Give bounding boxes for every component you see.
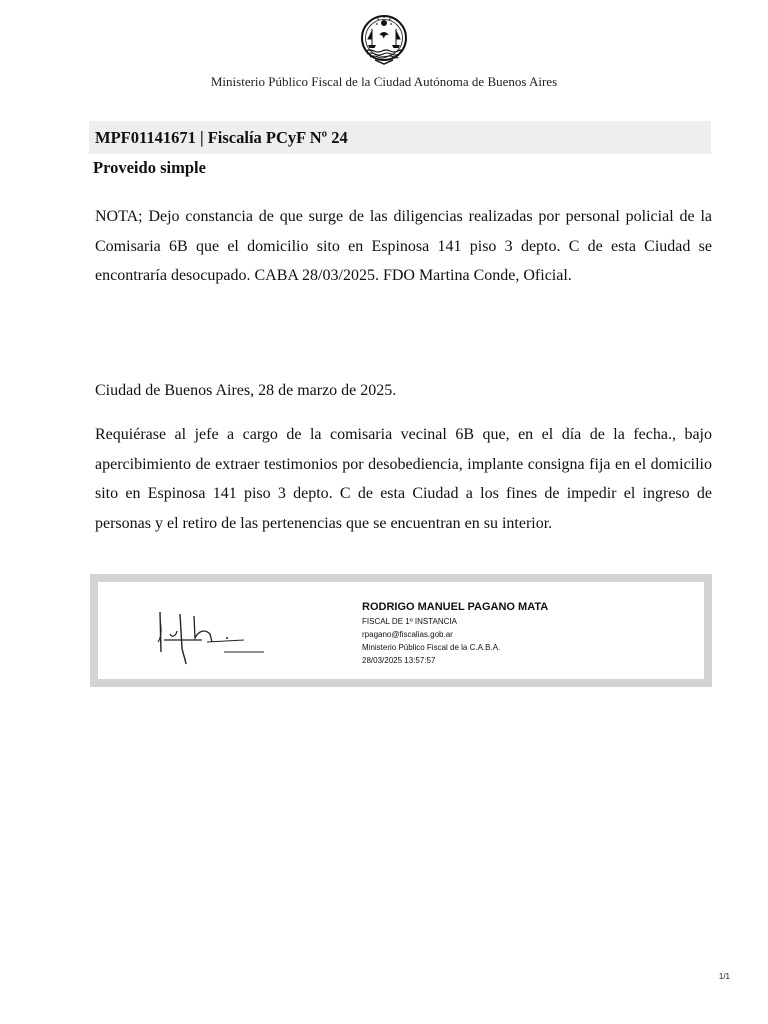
- signer-role: FISCAL DE 1º INSTANCIA: [362, 617, 457, 626]
- handwritten-signature: [114, 594, 289, 666]
- signature-datetime: 28/03/2025 13:57:57: [362, 656, 436, 665]
- signer-email: rpagano@fiscalias.gob.ar: [362, 630, 453, 639]
- signer-institution: Ministerio Público Fiscal de la C.A.B.A.: [362, 643, 501, 652]
- coat-of-arms-icon: [359, 13, 409, 67]
- signer-name: RODRIGO MANUEL PAGANO MATA: [362, 601, 549, 613]
- signer-info: [362, 599, 548, 667]
- order-paragraph: Requiérase al jefe a cargo de la comisaria vecinal 6B que, en el día de la fecha., bajo apercibimiento de extraer testimonios por desobediencia, implante consigna fija en el domicilio sito en Espinosa 141 piso 3 depto. C de esta Ciudad a los fines de impedir el ingreso de personas y el retiro de las pertenencias que se encuentran en su interior.: [95, 426, 712, 532]
- signature-panel: [98, 582, 704, 679]
- document-type: Proveido simple: [93, 158, 206, 177]
- organization-name: Ministerio Público Fiscal de la Ciudad Autónoma de Buenos Aires: [210, 74, 558, 89]
- page-number: 1/1: [718, 972, 730, 981]
- case-header-bar: [89, 121, 711, 154]
- date-paragraph: Ciudad de Buenos Aires, 28 de marzo de 2025.: [95, 382, 397, 399]
- note-paragraph: NOTA; Dejo constancia de que surge de las diligencias realizadas por personal policial de la Comisaria 6B que el domicilio sito en Espinosa 141 piso 3 depto. C de esta Ciudad se encontraría desocupado. CABA 28/03/2025. FDO Martina Conde, Oficial.: [95, 208, 712, 284]
- case-title: MPF01141671 | Fiscalía PCyF Nº 24: [95, 128, 348, 147]
- signature-block: [90, 574, 712, 687]
